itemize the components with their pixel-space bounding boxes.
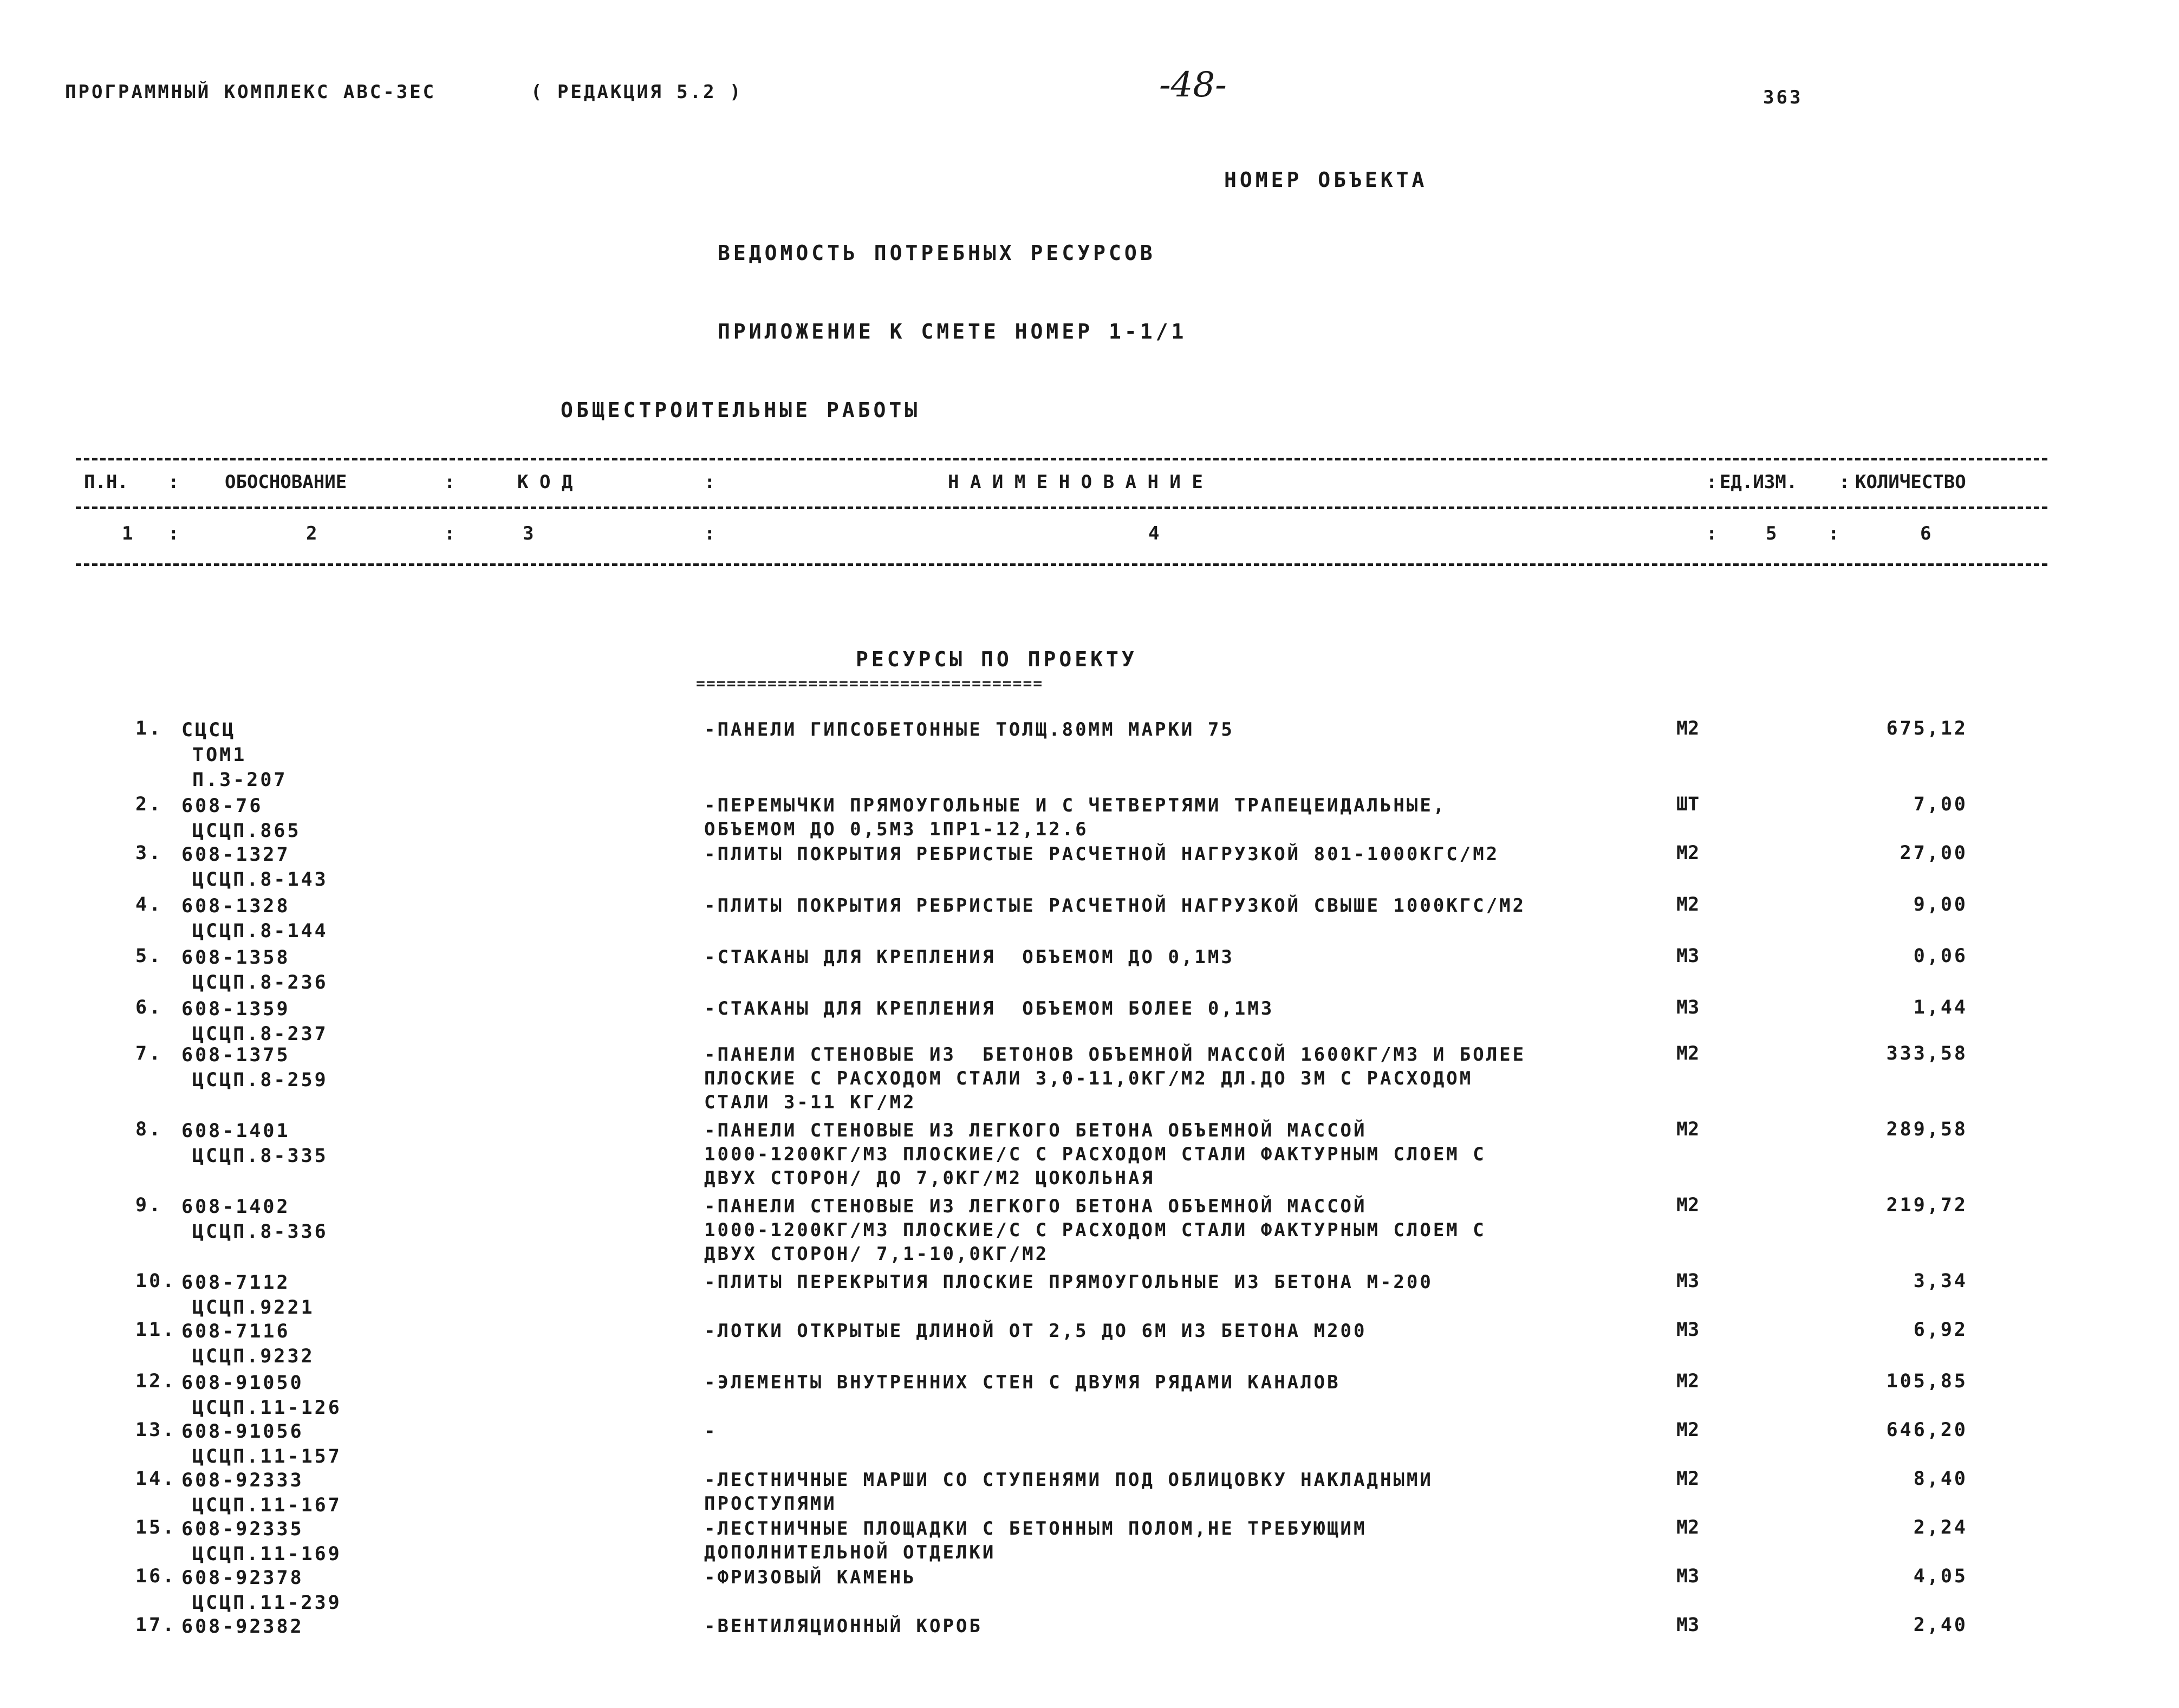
row-name-line: -ЭЛЕМЕНТЫ ВНУТРЕННИХ СТЕН С ДВУМЯ РЯДАМИ КАНАЛОВ bbox=[704, 1372, 1341, 1393]
row-unit: М2 bbox=[1676, 1194, 1700, 1216]
row-unit: М3 bbox=[1676, 1319, 1700, 1341]
row-code bbox=[181, 1371, 342, 1420]
row-code bbox=[181, 997, 328, 1047]
row-number: 8. bbox=[135, 1119, 163, 1140]
row-code-line: 608-1402 bbox=[181, 1196, 290, 1218]
row-code-line: 608-92382 bbox=[181, 1616, 304, 1638]
row-unit: М3 bbox=[1676, 1566, 1700, 1587]
row-code-line: 608-1358 bbox=[181, 947, 290, 969]
row-quantity: 289,58 bbox=[1886, 1119, 1968, 1140]
row-code-line: ЦСЦП.8-335 bbox=[192, 1145, 328, 1167]
header-code: К О Д bbox=[517, 471, 573, 493]
header-unit: ЕД.ИЗМ. bbox=[1720, 471, 1798, 493]
row-code bbox=[181, 1566, 342, 1615]
row-unit: М2 bbox=[1676, 842, 1700, 864]
edition-label: ( РЕДАКЦИЯ 5.2 ) bbox=[531, 81, 743, 103]
row-unit: М3 bbox=[1676, 997, 1700, 1018]
row-quantity: 7,00 bbox=[1913, 794, 1968, 815]
row-code-line: СЦСЦ bbox=[181, 719, 236, 741]
row-code-line: ЦСЦП.11-126 bbox=[192, 1397, 342, 1419]
row-code-line: 608-1375 bbox=[181, 1044, 290, 1066]
row-number: 17. bbox=[135, 1614, 177, 1636]
row-quantity: 8,40 bbox=[1913, 1468, 1968, 1490]
row-number: 4. bbox=[135, 894, 163, 915]
row-unit: М3 bbox=[1676, 1270, 1700, 1292]
row-code-line: 608-91056 bbox=[181, 1421, 304, 1443]
row-name-line: СТАЛИ 3-11 КГ/М2 bbox=[704, 1092, 916, 1113]
row-code-line: ЦСЦП.11-157 bbox=[192, 1446, 342, 1467]
row-code-line: ТОМ1 bbox=[192, 744, 247, 766]
row-unit: М2 bbox=[1676, 1119, 1700, 1140]
row-name-line: -ПАНЕЛИ СТЕНОВЫЕ ИЗ ЛЕГКОГО БЕТОНА ОБЪЕМНОЙ МАССОЙ bbox=[704, 1196, 1367, 1217]
row-name-line: ДВУХ СТОРОН/ ДО 7,0КГ/М2 ЦОКОЛЬНАЯ bbox=[704, 1167, 1155, 1189]
row-quantity: 3,34 bbox=[1913, 1270, 1968, 1292]
row-number: 11. bbox=[135, 1319, 177, 1341]
row-name-line: ДОПОЛНИТЕЛЬНОЙ ОТДЕЛКИ bbox=[704, 1542, 996, 1563]
row-number: 5. bbox=[135, 945, 163, 967]
row-quantity: 105,85 bbox=[1886, 1371, 1968, 1392]
header-sep: : bbox=[1839, 471, 1850, 493]
row-code-line: П.3-207 bbox=[192, 769, 288, 791]
row-number: 1. bbox=[135, 718, 163, 739]
row-name bbox=[704, 1468, 1433, 1516]
header-sep: : bbox=[168, 471, 179, 493]
row-name-line: -ПЛИТЫ ПЕРЕКРЫТИЯ ПЛОСКИЕ ПРЯМОУГОЛЬНЫЕ ИЗ БЕТОНА М-200 bbox=[704, 1271, 1433, 1293]
header-sep: : bbox=[444, 471, 456, 493]
row-name-line: -СТАКАНЫ ДЛЯ КРЕПЛЕНИЯ ОБЪЕМОМ БОЛЕЕ 0,1М3 bbox=[704, 998, 1274, 1019]
row-code-line: ЦСЦП.865 bbox=[192, 820, 301, 842]
row-name bbox=[704, 997, 1274, 1021]
row-name bbox=[704, 1319, 1367, 1343]
row-code bbox=[181, 1043, 328, 1093]
col-num-4: 4 bbox=[1148, 523, 1160, 544]
row-number: 2. bbox=[135, 794, 163, 815]
row-unit: М3 bbox=[1676, 945, 1700, 967]
row-name bbox=[704, 1119, 1486, 1190]
row-name bbox=[704, 1517, 1367, 1564]
row-code-line: 608-76 bbox=[181, 795, 263, 817]
row-quantity: 27,00 bbox=[1900, 842, 1968, 864]
row-name-line: -ПЛИТЫ ПОКРЫТИЯ РЕБРИСТЫЕ РАСЧЕТНОЙ НАГРУЗКОЙ 801-1000КГС/М2 bbox=[704, 843, 1500, 865]
row-unit: ШТ bbox=[1676, 794, 1700, 815]
row-code bbox=[181, 1194, 328, 1244]
row-code bbox=[181, 794, 301, 843]
col-num-1: 1 bbox=[122, 523, 133, 544]
row-name-line: 1000-1200КГ/М3 ПЛОСКИЕ/С С РАСХОДОМ СТАЛИ ФАКТУРНЫМ СЛОЕМ С bbox=[704, 1144, 1486, 1165]
row-quantity: 2,24 bbox=[1913, 1517, 1968, 1538]
row-code-line: ЦСЦП.8-236 bbox=[192, 972, 328, 993]
row-code-line: 608-92378 bbox=[181, 1567, 304, 1589]
header-qty: КОЛИЧЕСТВО bbox=[1855, 471, 1966, 493]
row-code-line: 608-92335 bbox=[181, 1518, 304, 1540]
row-code bbox=[181, 842, 328, 892]
row-code bbox=[181, 1119, 328, 1168]
header-sep: : bbox=[1706, 523, 1718, 544]
row-unit: М2 bbox=[1676, 1419, 1700, 1441]
header-sep: : bbox=[1828, 523, 1839, 544]
row-name bbox=[704, 1566, 916, 1589]
row-number: 7. bbox=[135, 1043, 163, 1064]
header-sep: : bbox=[1706, 471, 1718, 493]
row-name bbox=[704, 1419, 717, 1443]
row-name-line: -ВЕНТИЛЯЦИОННЫЙ КОРОБ bbox=[704, 1615, 983, 1637]
row-number: 10. bbox=[135, 1270, 177, 1292]
header-pn: П.Н. bbox=[84, 471, 128, 493]
row-code-line: 608-7116 bbox=[181, 1321, 290, 1342]
row-code-line: ЦСЦП.8-144 bbox=[192, 920, 328, 942]
row-code bbox=[181, 1614, 304, 1639]
row-code bbox=[181, 1517, 342, 1567]
row-number: 15. bbox=[135, 1517, 177, 1538]
table-top-rule bbox=[76, 458, 2047, 460]
row-quantity: 0,06 bbox=[1913, 945, 1968, 967]
row-unit: М3 bbox=[1676, 1614, 1700, 1636]
row-number: 9. bbox=[135, 1194, 163, 1216]
row-name bbox=[704, 794, 1446, 841]
row-name bbox=[704, 1371, 1341, 1394]
row-code-line: 608-1327 bbox=[181, 844, 290, 866]
works-title: ОБЩЕСТРОИТЕЛЬНЫЕ РАБОТЫ bbox=[561, 398, 921, 422]
row-unit: М2 bbox=[1676, 1371, 1700, 1392]
row-code bbox=[181, 1468, 342, 1518]
row-name bbox=[704, 1614, 983, 1638]
row-code-line: ЦСЦП.8-336 bbox=[192, 1221, 328, 1243]
row-unit: М2 bbox=[1676, 1468, 1700, 1490]
row-code-line: ЦСЦП.9232 bbox=[192, 1346, 315, 1367]
row-name-line: - bbox=[704, 1420, 718, 1442]
row-code bbox=[181, 1319, 315, 1369]
col-num-3: 3 bbox=[523, 523, 534, 544]
row-name bbox=[704, 842, 1499, 866]
handwritten-page-number: -48- bbox=[1159, 65, 1227, 105]
row-code bbox=[181, 1419, 342, 1469]
row-quantity: 219,72 bbox=[1886, 1194, 1968, 1216]
table-bottom-rule bbox=[76, 563, 2047, 566]
row-code-line: ЦСЦП.11-169 bbox=[192, 1543, 342, 1565]
row-name-line: ПРОСТУПЯМИ bbox=[704, 1493, 837, 1515]
header-sep: : bbox=[444, 523, 456, 544]
row-name-line: -ПАНЕЛИ СТЕНОВЫЕ ИЗ БЕТОНОВ ОБЪЕМНОЙ МАССОЙ 1600КГ/М3 И БОЛЕЕ bbox=[704, 1044, 1526, 1066]
row-code-line: 608-1359 bbox=[181, 998, 290, 1020]
row-code bbox=[181, 945, 328, 995]
row-code-line: ЦСЦП.11-167 bbox=[192, 1495, 342, 1516]
header-sep: : bbox=[704, 471, 716, 493]
row-name bbox=[704, 945, 1234, 969]
row-code-line: ЦСЦП.8-237 bbox=[192, 1023, 328, 1045]
row-name bbox=[704, 1043, 1526, 1114]
row-name-line: -ПАНЕЛИ ГИПСОБЕТОННЫЕ ТОЛЩ.80ММ МАРКИ 75 bbox=[704, 719, 1234, 741]
statement-title: ВЕДОМОСТЬ ПОТРЕБНЫХ РЕСУРСОВ bbox=[718, 241, 1156, 265]
row-number: 13. bbox=[135, 1419, 177, 1441]
row-quantity: 4,05 bbox=[1913, 1566, 1968, 1587]
row-number: 16. bbox=[135, 1566, 177, 1587]
row-number: 12. bbox=[135, 1371, 177, 1392]
row-name bbox=[704, 1270, 1433, 1294]
program-name: ПРОГРАММНЫЙ КОМПЛЕКС АВС-3ЕС bbox=[65, 81, 437, 103]
appendix-title: ПРИЛОЖЕНИЕ К СМЕТЕ НОМЕР 1-1/1 bbox=[718, 320, 1187, 343]
table-mid-rule bbox=[76, 506, 2047, 509]
row-name-line: -ЛОТКИ ОТКРЫТЫЕ ДЛИНОЙ ОТ 2,5 ДО 6М ИЗ БЕТОНА М200 bbox=[704, 1320, 1367, 1342]
row-name-line: ДВУХ СТОРОН/ 7,1-10,0КГ/М2 bbox=[704, 1243, 1049, 1265]
row-unit: М2 bbox=[1676, 1043, 1700, 1064]
header-sep: : bbox=[704, 523, 716, 544]
header-basis: ОБОСНОВАНИЕ bbox=[225, 471, 347, 493]
row-code-line: ЦСЦП.8-259 bbox=[192, 1069, 328, 1091]
row-unit: М2 bbox=[1676, 718, 1700, 739]
col-num-6: 6 bbox=[1920, 523, 1931, 544]
col-num-2: 2 bbox=[306, 523, 317, 544]
row-code-line: 608-92333 bbox=[181, 1470, 304, 1491]
row-name-line: -ПАНЕЛИ СТЕНОВЫЕ ИЗ ЛЕГКОГО БЕТОНА ОБЪЕМНОЙ МАССОЙ bbox=[704, 1120, 1367, 1141]
row-code-line: ЦСЦП.9221 bbox=[192, 1297, 315, 1319]
row-number: 3. bbox=[135, 842, 163, 864]
section-underline: ================================== bbox=[696, 674, 1044, 692]
section-title: РЕСУРСЫ ПО ПРОЕКТУ bbox=[856, 647, 1137, 671]
row-unit: М2 bbox=[1676, 894, 1700, 915]
header-sep: : bbox=[168, 523, 179, 544]
row-quantity: 646,20 bbox=[1886, 1419, 1968, 1441]
row-name-line: -ПЛИТЫ ПОКРЫТИЯ РЕБРИСТЫЕ РАСЧЕТНОЙ НАГРУЗКОЙ СВЫШЕ 1000КГС/М2 bbox=[704, 895, 1526, 917]
row-quantity: 1,44 bbox=[1913, 997, 1968, 1018]
row-code-line: 608-7112 bbox=[181, 1272, 290, 1294]
row-quantity: 9,00 bbox=[1913, 894, 1968, 915]
row-code-line: 608-1401 bbox=[181, 1120, 290, 1142]
row-code bbox=[181, 1270, 315, 1320]
row-name-line: -ФРИЗОВЫЙ КАМЕНЬ bbox=[704, 1567, 916, 1588]
row-code-line: 608-91050 bbox=[181, 1372, 304, 1394]
row-quantity: 333,58 bbox=[1886, 1043, 1968, 1064]
header-name: Н А И М Е Н О В А Н И Е bbox=[948, 471, 1203, 493]
col-num-5: 5 bbox=[1766, 523, 1777, 544]
row-name-line: ОБЪЕМОМ ДО 0,5М3 1ПР1-12,12.6 bbox=[704, 819, 1089, 840]
row-name-line: ПЛОСКИЕ С РАСХОДОМ СТАЛИ 3,0-11,0КГ/М2 ДЛ.ДО 3М С РАСХОДОМ bbox=[704, 1068, 1473, 1089]
row-name bbox=[704, 718, 1234, 742]
row-name-line: 1000-1200КГ/М3 ПЛОСКИЕ/С С РАСХОДОМ СТАЛИ ФАКТУРНЫМ СЛОЕМ С bbox=[704, 1219, 1486, 1241]
row-name bbox=[704, 894, 1526, 918]
row-code bbox=[181, 894, 328, 944]
row-name-line: -ПЕРЕМЫЧКИ ПРЯМОУГОЛЬНЫЕ И С ЧЕТВЕРТЯМИ ТРАПЕЦЕИДАЛЬНЫЕ, bbox=[704, 795, 1447, 816]
row-quantity: 675,12 bbox=[1886, 718, 1968, 739]
row-code bbox=[181, 718, 288, 793]
row-unit: М2 bbox=[1676, 1517, 1700, 1538]
row-quantity: 6,92 bbox=[1913, 1319, 1968, 1341]
row-code-line: ЦСЦП.11-239 bbox=[192, 1592, 342, 1614]
row-number: 6. bbox=[135, 997, 163, 1018]
row-quantity: 2,40 bbox=[1913, 1614, 1968, 1636]
row-name-line: -ЛЕСТНИЧНЫЕ МАРШИ СО СТУПЕНЯМИ ПОД ОБЛИЦОВКУ НАКЛАДНЫМИ bbox=[704, 1469, 1433, 1491]
row-code-line: ЦСЦП.8-143 bbox=[192, 869, 328, 891]
sheet-number: 363 bbox=[1763, 87, 1803, 108]
row-name bbox=[704, 1194, 1486, 1266]
row-name-line: -СТАКАНЫ ДЛЯ КРЕПЛЕНИЯ ОБЪЕМОМ ДО 0,1М3 bbox=[704, 946, 1234, 968]
row-name-line: -ЛЕСТНИЧНЫЕ ПЛОЩАДКИ С БЕТОННЫМ ПОЛОМ,НЕ ТРЕБУЮЩИМ bbox=[704, 1518, 1367, 1540]
row-code-line: 608-1328 bbox=[181, 895, 290, 917]
object-number-title: НОМЕР ОБЪЕКТА bbox=[1224, 168, 1428, 192]
row-number: 14. bbox=[135, 1468, 177, 1490]
